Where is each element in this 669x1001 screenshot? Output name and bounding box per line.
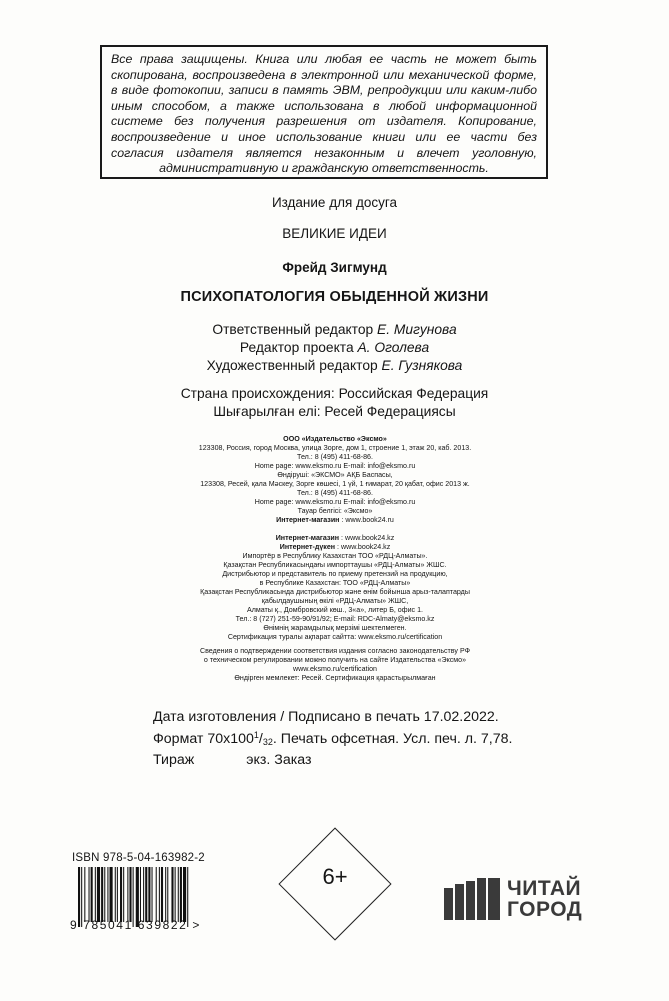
retailer-logo-icon xyxy=(444,878,508,920)
kz-line: Интернет-дүкен : www.book24.kz xyxy=(279,543,391,551)
rights-notice-text: Все права защищены. Книга или любая ее часть не может быть скопирована, воспроизведена в электронной или механической форме, в виде фотокопии, записи в память ЭВМ, репродукции или каким-либо иным способом, а также использована в любой информационной системе без получения разрешения от издателя. Копирование, воспроизведение и иное использование книги или ее части без согласия издателя является незаконным и влечет уголовную, административную и гражданскую ответственность. xyxy=(111,52,537,176)
kz-line: Сертификация туралы ақпарат сайтта: www.eksmo.ru/certification xyxy=(227,633,443,641)
kz-line: Тел.: 8 (727) 251-59-90/91/92; E-mail: RDC-Almaty@eksmo.kz xyxy=(235,615,435,623)
credits-block xyxy=(0,321,669,375)
publisher-line: 123308, Россия, город Москва, улица Зорге, дом 1, строение 1, этаж 20, каб. 2013. xyxy=(198,444,472,452)
author-name: Фрейд Зигмунд xyxy=(282,260,387,275)
credit-line xyxy=(0,357,669,375)
publisher-line: Өндіруші: «ЭКСМО» АҚБ Баспасы, xyxy=(277,471,393,479)
age-rating-label: 6+ xyxy=(322,864,348,889)
origin-kz: Шығарылған елі: Ресей Федерациясы xyxy=(213,404,456,419)
publisher-line: 123308, Ресей, қала Мәскеу, Зорге көшесі, 1 үй, 1 ғимарат, 20 қабат, офис 2013 ж. xyxy=(200,480,470,488)
kz-line: Дистрибьютор и представитель по приему претензий на продукцию, xyxy=(222,570,448,578)
publisher-line: ООО «Издательство «Эксмо» xyxy=(283,435,387,443)
origin-block xyxy=(0,385,669,421)
imprint-print-run: Тираж экз. Заказ xyxy=(153,752,312,768)
publisher-line: Интернет-магазин : www.book24.ru xyxy=(276,516,394,524)
imprint-format: Формат $70x100^1/_{32}$. Печать офсетная. Усл. печ. л. 7,78. xyxy=(153,730,513,747)
imprint-block xyxy=(153,708,512,769)
publisher-block xyxy=(175,435,495,525)
retailer-logo-line2: ГОРОД xyxy=(507,898,583,921)
publisher-line: Home page: www.eksmo.ru E-mail: info@eksmo.ru xyxy=(254,462,416,470)
isbn-number: ISBN 978-5-04-163982-2 xyxy=(72,852,205,864)
retailer-logo-line1: ЧИТАЙ xyxy=(507,877,582,900)
publisher-line: Тел.: 8 (495) 411-68-86. xyxy=(297,489,373,497)
cert-line: Сведения о подтверждении соответствия издания согласно законодательству РФ xyxy=(199,647,470,655)
kz-distribution-block xyxy=(155,534,515,642)
imprint-date: Дата изготовления / Подписано в печать 17.02.2022. xyxy=(153,709,499,725)
kz-line: Интернет-магазин : www.book24.kz xyxy=(275,534,395,542)
kz-line: Қазақстан Республикасында дистрибьютор және өнім бойынша арыз-талаптарды xyxy=(200,588,470,596)
kz-line: қабылдаушының өкілі «РДЦ-Алматы» ЖШС, xyxy=(261,597,409,605)
book-title: ПСИХОПАТОЛОГИЯ ОБЫДЕННОЙ ЖИЗНИ xyxy=(180,289,489,305)
certification-block xyxy=(155,647,515,683)
publisher-line: Тел.: 8 (495) 411-68-86. xyxy=(297,453,373,461)
credit-line xyxy=(0,321,669,339)
kz-line: Өнімнің жарамдылық мерзімі шектелмеген. xyxy=(263,624,407,632)
edition-type: Издание для досуга xyxy=(271,195,398,210)
rights-notice-box xyxy=(100,45,548,179)
publisher-line: Home page: www.eksmo.ru E-mail: info@eksmo.ru xyxy=(254,498,416,506)
origin-ru: Страна происхождения: Российская Федерация xyxy=(180,386,489,401)
publisher-line: Тауар белгісі: «Эксмо» xyxy=(297,507,373,515)
credit-role: Ответственный редактор xyxy=(212,322,374,337)
credit-role: Редактор проекта xyxy=(239,340,354,355)
series-name: ВЕЛИКИЕ ИДЕИ xyxy=(282,226,387,241)
cert-line: Өндірген мемлекет: Ресей. Сертификация қарастырылмаған xyxy=(234,674,436,682)
kz-line: Импортёр в Республику Казахстан ТОО «РДЦ-Алматы». xyxy=(242,552,428,560)
kz-line: Қазақстан Республикасындағы импорттаушы «РДЦ-Алматы» ЖШС. xyxy=(223,561,447,569)
cert-line: www.eksmo.ru/certification xyxy=(293,665,377,673)
credit-person: Е. Мигунова xyxy=(377,322,457,337)
credit-role: Художественный редактор xyxy=(206,358,378,373)
credit-person: Е. Гузнякова xyxy=(381,358,463,373)
cert-line: о техническом регулировании можно получить на сайте Издательства «Эксмо» xyxy=(203,656,467,664)
kz-line: Алматы қ., Домбровский көш., 3«а», литер Б, офис 1. xyxy=(247,606,423,614)
credit-line xyxy=(0,339,669,357)
ean-digits: 9 785041 639822 > xyxy=(70,918,201,932)
credit-person: А. Оголева xyxy=(357,340,430,355)
kz-line: в Республике Казахстан: ТОО «РДЦ-Алматы» xyxy=(259,579,411,587)
